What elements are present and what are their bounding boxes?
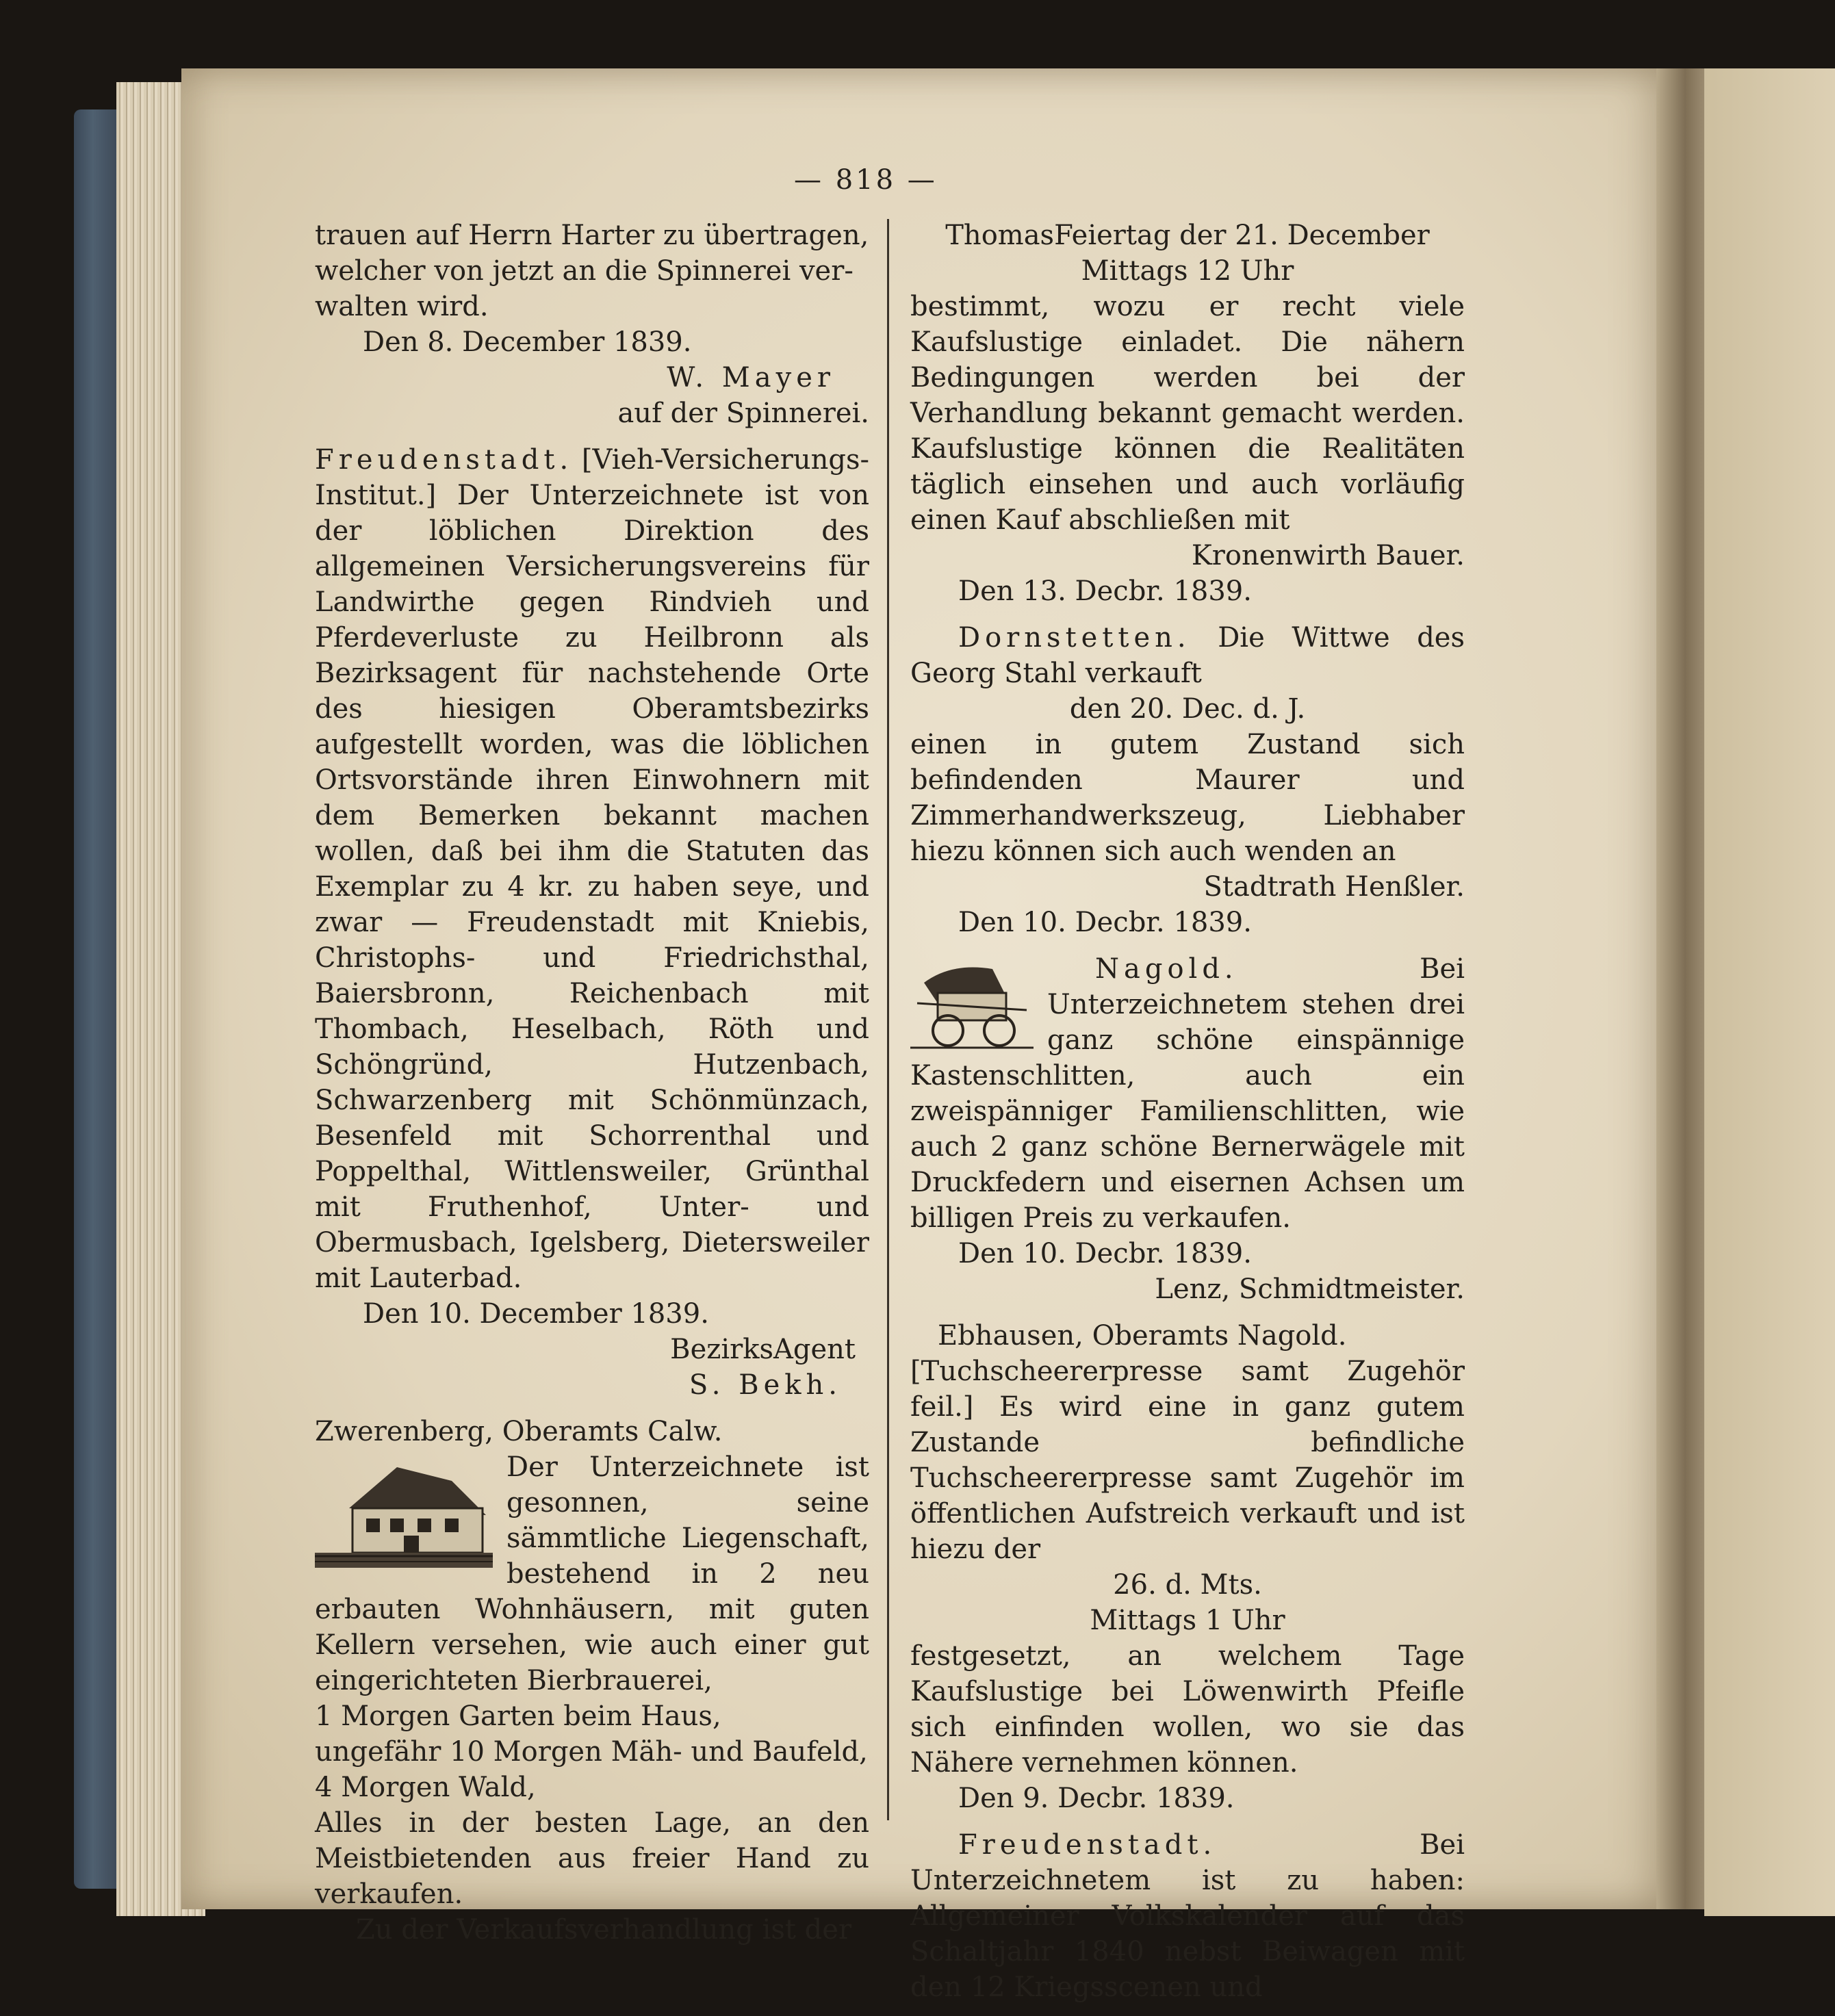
next-page-edge (1704, 68, 1835, 1916)
house-woodcut-icon (315, 1453, 493, 1570)
spinnerei-notice: trauen auf Herrn Harter zu übertragen, welcher von jetzt an die Spinnerei ver- walten wird. Den 8. December 1839. W. Mayer auf der Spinnerei. (315, 218, 869, 431)
nagold-notice: Nagold. Bei Unterzeichnetem stehen drei ganz schöne einspännige Kastenschlitten, auch ein zweispänniger Familienschlitten, wie auch 2 ganz schöne Bernerwägele mit Druckfedern und eisernen Achsen um billigen Preis zu verkaufen. Den 10. Decbr. 1839. Lenz, Schmidtmeister. (910, 951, 1465, 1307)
right-column (910, 218, 1465, 2016)
gutter (1656, 68, 1704, 1909)
freudenstadt-kalender-notice: Freudenstadt. Bei Unterzeichnetem ist zu haben: Allgemeiner Volkskalender auf das Schaltjahr 1840 nebst Beiwagen mit den 12 Kriegsscenen und (910, 1829, 1465, 2003)
signature: Lenz, Schmidtmeister. (1155, 1274, 1465, 1305)
signature-title: BezirksAgent (670, 1334, 856, 1365)
signature: Kronenwirth Bauer. (1191, 540, 1465, 571)
signature: S. Bekh. (689, 1369, 842, 1401)
notice-date: Den 10. Decbr. 1839. (958, 907, 1252, 938)
notice-date: Den 10. Decbr. 1839. (958, 1238, 1252, 1269)
place-heading: Nagold. (1095, 953, 1238, 985)
ebhausen-notice: Ebhausen, Oberamts Nagold. [Tuchscheererpresse samt Zugehör feil.] Es wird eine in ganz gutem Zustande befindliche Tuchscheererpresse samt Zugehör im öffentlichen Aufstreich verkauft und ist hiezu der 26. d. Mts. Mittags 1 Uhr festgesetzt, an welchem Tage Kaufslustige bei Löwenwirth Pfeifle sich einfinden wollen, wo sie das Nähere vernehmen können. Den 9. Decbr. 1839. (910, 1318, 1465, 1816)
column-divider (887, 219, 889, 1820)
notice-date: Den 8. December 1839. (363, 326, 692, 358)
notice-date: Den 13. Decbr. 1839. (958, 576, 1252, 607)
left-column (315, 218, 869, 1959)
notice-date: Den 10. December 1839. (363, 1298, 709, 1330)
place-heading: Zwerenberg, Oberamts Calw. (315, 1416, 723, 1447)
zwerenberg-notice: Zwerenberg, Oberamts Calw. Der Unterzeichnete ist gesonnen, seine sämmtliche Liegenschaft, bestehend in 2 neu erbauten Wohnhäusern, mit guten Kellern versehen, wie auch einer gut eingerichteten Bierbrauerei, 1 Morgen Garten beim Haus, ungefähr 10 Morgen Mäh- und Baufeld, 4 Morgen Wald, Alles in der besten Lage, an den Meistbietenden aus freier Hand zu verkaufen. Zu der Verkaufsverhandlung ist der (315, 1414, 869, 1948)
page-number: — 818 — (794, 164, 938, 196)
notice-date: Den 9. Decbr. 1839. (958, 1783, 1235, 1814)
bauer-notice: ThomasFeiertag der 21. December Mittags 12 Uhr bestimmt, wozu er recht viele Kaufslustige einladet. Die nähern Bedingungen werden bei der Verhandlung bekannt gemacht werden. Kaufslustige können die Realitäten täglich einsehen und auch vorläufig einen Kauf abschließen mit Kronenwirth Bauer. Den 13. Decbr. 1839. (910, 218, 1465, 609)
freudenstadt-notice: Freudenstadt. [Vieh-Versicherungs-Institut.] Der Unterzeichnete ist von der löblichen Direktion des allgemeinen Versicherungsvereins für Landwirthe gegen Rindvieh und Pferdeverluste zu Heilbronn als Bezirksagent für nachstehende Orte des hiesigen Oberamtsbezirks aufgestellt worden, was die löblichen Ortsvorstände ihren Einwohnern mit dem Bemerken bekannt machen wollen, daß bei ihm die Statuten das Exemplar zu 4 kr. zu haben seye, und zwar — Freudenstadt mit Kniebis, Christophs- und Friedrichsthal, Baiersbronn, Reichenbach mit Thombach, Heselbach, Röth und Schöngründ, Hutzenbach, Schwarzenberg mit Schönmünzach, Besenfeld mit Schorrenthal und Poppelthal, Wittlensweiler, Grünthal mit Fruthenhof, Unter- und Obermusbach, Igelsberg, Dietersweiler mit Lauterbad. Den 10. December 1839. BezirksAgent S. Bekh. (315, 442, 869, 1403)
place-heading: Freudenstadt. (315, 444, 574, 476)
place-heading: Dornstetten. (958, 622, 1191, 654)
place-heading: Ebhausen, Oberamts Nagold. (938, 1320, 1347, 1352)
signature-title: auf der Spinnerei. (617, 398, 869, 429)
place-heading: Freudenstadt. (958, 1829, 1217, 1861)
signature: W. Mayer (667, 362, 835, 393)
book-spine (74, 109, 122, 1889)
signature: Stadtrath Henßler. (1203, 871, 1465, 903)
dornstetten-notice: Dornstetten. Die Wittwe des Georg Stahl verkauft den 20. Dec. d. J. einen in gutem Zustand sich befindenden Maurer und Zimmerhandwerkszeug, Liebhaber hiezu können sich auch wenden an Stadtrath Henßler. Den 10. Decbr. 1839. (910, 620, 1465, 940)
sleigh-woodcut-icon (910, 955, 1034, 1051)
